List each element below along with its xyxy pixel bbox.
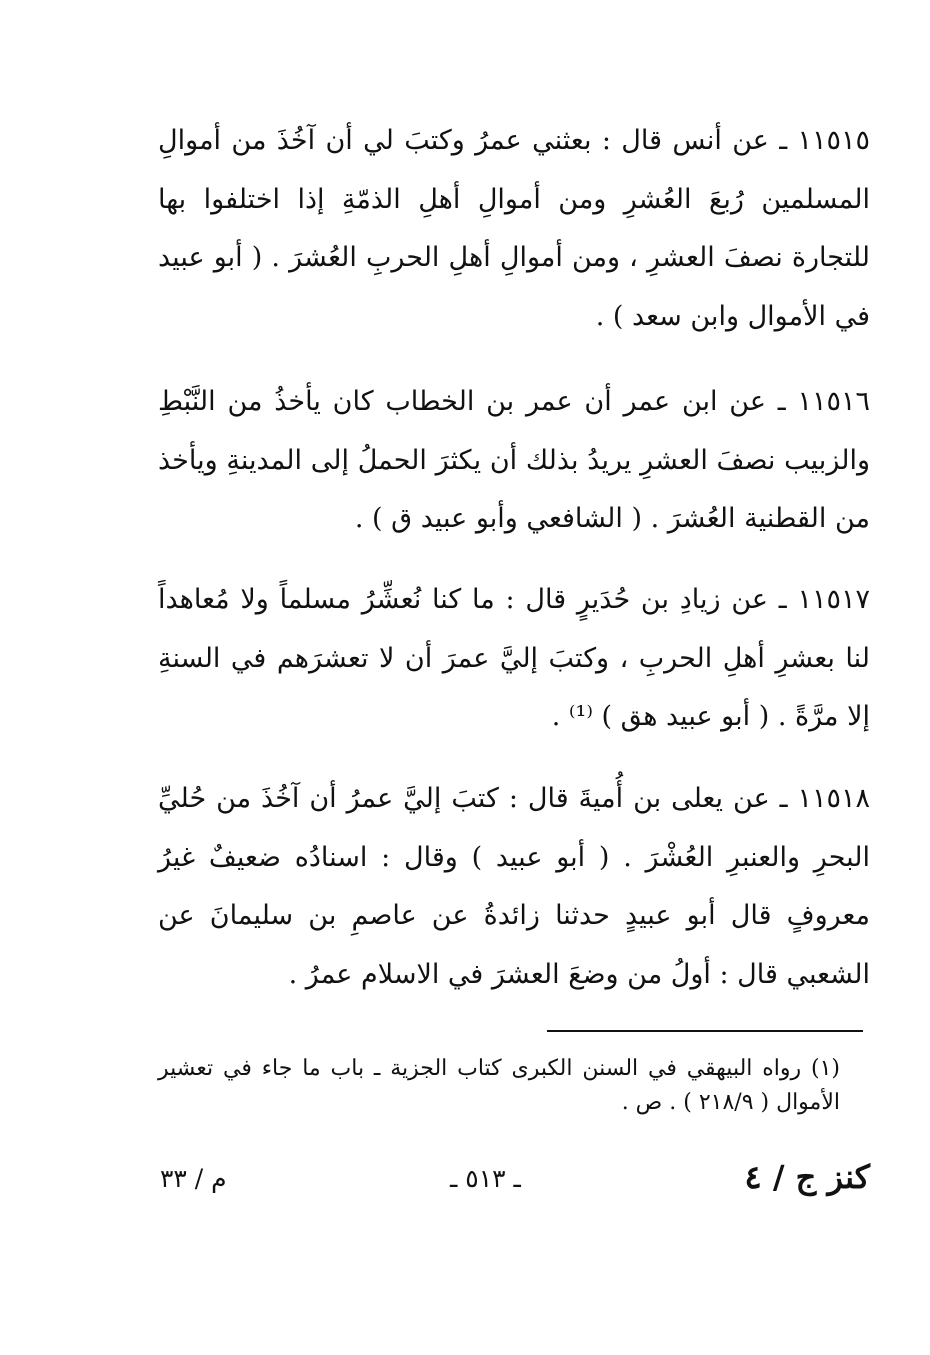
paragraph-text: ١١٥١٥ ـ عن أنس قال : بعثني عمرُ وكتبَ لي أن آخُذَ من أموالِ المسلمين رُبعَ العُشرِ ومن أموالِ أهلِ الذمّةِ إذا اختلفوا بها للتجارة نصفَ العشرِ ، ومن أموالِ أهلِ الحربِ العُشرَ . ( أبو عبيد في الأموال وابن سعد ) . xyxy=(158,125,870,332)
paragraph-11515 xyxy=(158,112,870,346)
footer-left-label: م / ٣٣ xyxy=(160,1164,227,1193)
paragraph-text: ١١٥١٦ ـ عن ابن عمر أن عمر بن الخطاب كان يأخذُ من النَّبْطِ والزبيب نصفَ العشرِ يريدُ بذلك أن يكثرَ الحملُ إلى المدينةِ ويأخذ من القطنية العُشرَ . ( الشافعي وأبو عبيد ق ) . xyxy=(158,386,870,534)
footnote xyxy=(158,1052,840,1120)
paragraph-11518 xyxy=(158,770,870,1004)
volume-label: كنز ج / ٤ xyxy=(744,1158,870,1196)
paragraph-text: ١١٥١٧ ـ عن زيادِ بن حُدَيرٍ قال : ما كنا نُعشِّرُ مسلماً ولا مُعاهداً لنا بعشرِ أهلِ الحربِ ، وكتبَ إليَّ عمرَ أن لا تعشرَهم في السنةِ إلا مرَّةً . ( أبو عبيد هق ) ⁽¹⁾ . xyxy=(158,584,870,732)
page-number: ـ ٥١٣ ـ xyxy=(450,1164,521,1193)
paragraph-11517 xyxy=(158,571,870,747)
paragraph-text: ١١٥١٨ ـ عن يعلى بن أُميةَ قال : كتبَ إليَّ عمرُ أن آخُذَ من حُليِّ البحرِ والعنبرِ العُشْرَ . ( أبو عبيد ) وقال : اسنادُه ضعيفٌ غيرُ معروفٍ قال أبو عبيدٍ حدثنا زائدةُ عن عاصمِ بن سليمانَ عن الشعبي قال : أولُ من وضعَ العشرَ في الاسلام عمرُ . xyxy=(158,783,870,990)
footnote-text: (١) رواه البيهقي في السنن الكبرى كتاب الجزية ـ باب ما جاء في تعشير الأموال ( ٢١٨/٩ ) . ص . xyxy=(158,1056,840,1115)
footnote-divider xyxy=(547,1030,863,1032)
page-footer xyxy=(150,1160,870,1204)
paragraph-11516 xyxy=(158,373,870,549)
